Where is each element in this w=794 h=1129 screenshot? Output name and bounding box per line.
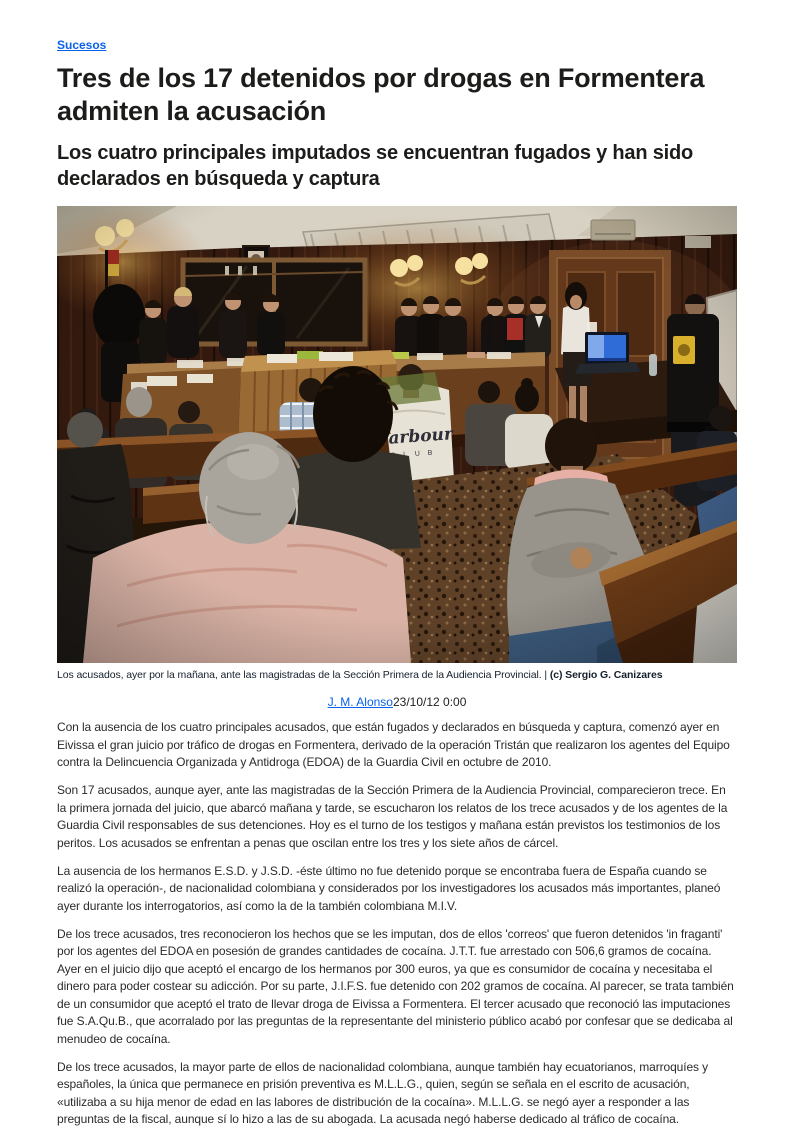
byline xyxy=(57,695,737,709)
article-paragraph: De los trece acusados, la mayor parte de ellos de nacionalidad colombiana, aunque también hay ecuatorianos, marroquíes y españoles, la única que permanece en prisión preventiva es M.L.L.G., quien, según se señala en el escrito de acusación, «utilizaba a su hija menor de edad en las labores de distribución de la cocaína». M.L.L.G. se negó ayer a responder a las preguntas de la fiscal, aunque sí lo hizo a las de su abogada. La acusada negó haberse dedicado al tráfico de cocaína. xyxy=(57,1059,709,1126)
courtroom-photo xyxy=(57,206,737,663)
article-body xyxy=(57,719,737,1129)
category-link[interactable]: Sucesos xyxy=(57,38,107,52)
photo-credit: (c) Sergio G. Canizares xyxy=(549,669,663,681)
photo-caption xyxy=(57,668,737,682)
photo-vignette xyxy=(57,206,737,663)
article-figure xyxy=(57,206,737,682)
publish-date: 23/10/12 0:00 xyxy=(392,695,467,709)
caption-text: Los acusados, ayer por la mañana, ante las magistradas de la Sección Primera de la Audiencia Provincial. | xyxy=(57,669,550,681)
headline: Tres de los 17 detenidos por drogas en Formentera admiten la acusación xyxy=(57,63,705,126)
subheadline: Los cuatro principales imputados se encuentran fugados y han sido declarados en búsqueda y captura xyxy=(57,142,694,190)
article-paragraph: De los trece acusados, tres reconocieron los hechos que se les imputan, dos de ellos 'correos' que fueron detenidos 'in fraganti' por los agentes del EDOA en posesión de grandes cantidades de cocaína. J.T.T. fue arrestado con 506,6 gramos de cocaína. Ayer en el juicio dijo que aceptó el encargo de los hermanos por 300 euros, ya que es consumidor de cocaína y necesitaba el dinero para poder costear su adicción. Por su parte, J.I.F.S. fue detenido con 202 gramos de cocaína. Al parecer, se trata también de un consumidor que aceptó el trato de llevar droga de Eivissa a Formentera. El tercer acusado que reconoció las imputaciones fue S.A.Qu.B., que acorralado por las preguntas de la representante del ministerio público acabó por confesar que se dedicaba al menudeo de cocaína. xyxy=(57,926,734,1046)
article-paragraph: Con la ausencia de los cuatro principales acusados, que están fugados y declarados en búsqueda y captura, comenzó ayer en Eivissa el gran juicio por tráfico de drogas en Formentera, derivado de la operación Tristán que realizaron los agentes del Equipo contra la Delincuencia Organizada y Antidroga (EDOA) de la Guardia Civil en octubre de 2010. xyxy=(57,720,730,769)
article-paragraph: Son 17 acusados, aunque ayer, ante las magistradas de la Sección Primera de la Audiencia Provincial, comparecieron trece. En la primera jornada del juicio, que abarcó mañana y tarde, se escucharon los relatos de los trece acusados y de los agentes de la Guardia Civil responsables de sus detenciones. Hoy es el turno de los testigos y mañana están previstos los testimonios de los peritos. Los acusados se enfrentan a penas que oscilan entre los tres y los siete años de cárcel. xyxy=(57,783,728,850)
section-breadcrumb xyxy=(57,36,737,54)
article-paragraph: La ausencia de los hermanos E.S.D. y J.S.D. -éste último no fue detenido porque se encontraba fuera de España cuando se realizó la operación-, de nacionalidad colombiana y considerados por los investigadores los acusados más importantes, planeó ayer durante los interrogatorios, así como la de la también colombiana M.I.V. xyxy=(57,863,721,913)
author-link[interactable]: J. M. Alonso xyxy=(327,695,393,709)
